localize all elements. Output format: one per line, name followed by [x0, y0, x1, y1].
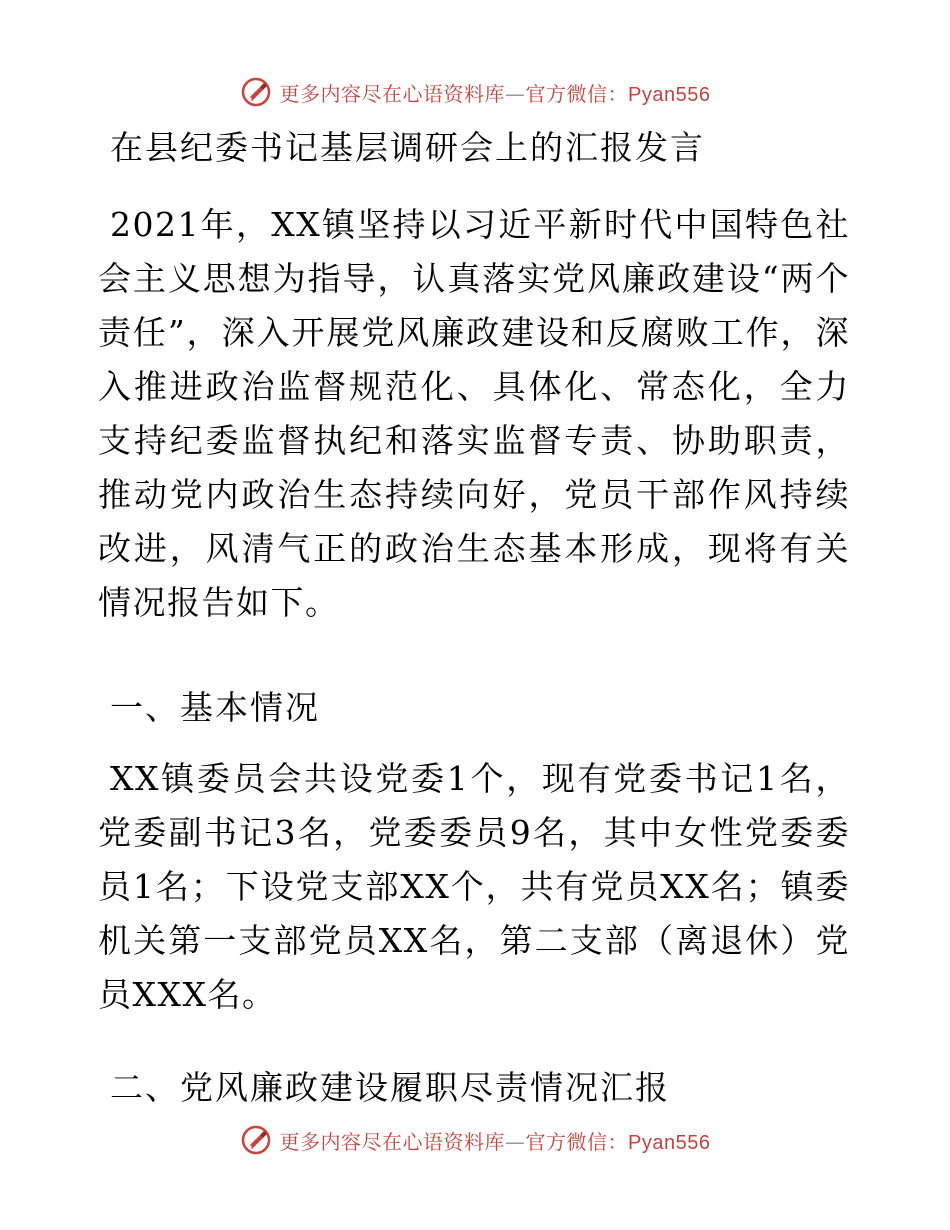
- document-title: 在县纪委书记基层调研会上的汇报发言: [110, 128, 705, 167]
- footer-watermark: [0, 1120, 950, 1160]
- section-heading-basic: 一、基本情况: [110, 688, 320, 727]
- watermark-text: 更多内容尽在心语资料库—官方微信：Pyan556: [279, 1129, 711, 1154]
- watermark-text: 更多内容尽在心语资料库—官方微信：Pyan556: [279, 81, 711, 106]
- basic-info-paragraph: XX镇委员会共设党委1个，现有党委书记1名，党委副书记3名，党委委员9名，其中女性党委委员1名；下设党支部XX个，共有党员XX名；镇委机关第一支部党员XX名，第二支部（离退休）党员XXX名。: [98, 759, 850, 1014]
- pen-logo-icon: [240, 1124, 272, 1156]
- pen-logo-icon: [240, 76, 272, 108]
- header-watermark: [0, 72, 950, 112]
- intro-paragraph: 2021年，XX镇坚持以习近平新时代中国特色社会主义思想为指导，认真落实党风廉政建设“两个责任”，深入开展党风廉政建设和反腐败工作，深入推进政治监督规范化、具体化、常态化，全力支持纪委监督执纪和落实监督专责、协助职责，推动党内政治生态持续向好，党员干部作风持续改进，风清气正的政治生态基本形成，现将有关情况报告如下。: [98, 205, 850, 622]
- section-heading-report: 二、党风廉政建设履职尽责情况汇报: [110, 1068, 670, 1107]
